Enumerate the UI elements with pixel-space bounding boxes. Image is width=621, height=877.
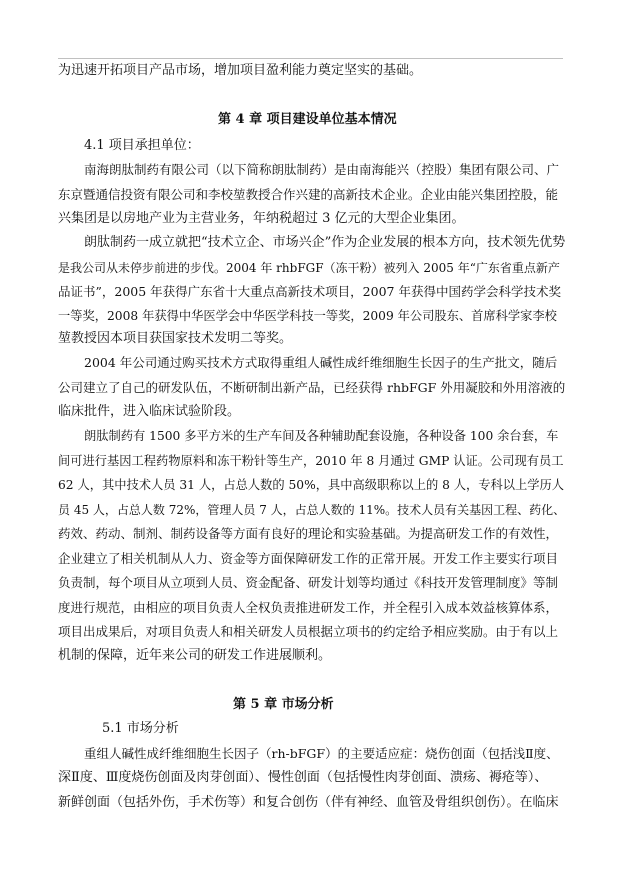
paragraph-line: 度进行规范，由相应的项目负责人全权负责推进研发工作，并全程引入成本效益核算体系， bbox=[58, 600, 559, 615]
paragraph-line: 朗肽制药有 1500 多平方米的生产车间及各种辅助配套设施，各种设备 100 余台套，车 bbox=[84, 429, 559, 443]
paragraph-line: 朗肽制药一成立就把“技术立企、市场兴企”作为企业发展的根本方向，技术领先优势 bbox=[84, 235, 566, 250]
paragraph-line: 临床批件，进入临床试验阶段。 bbox=[58, 404, 241, 419]
paragraph-line: 深Ⅱ度、Ⅲ度烧伤创面及肉芽创面）、慢性创面（包括慢性肉芽创面、溃疡、褥疮等）、 bbox=[58, 770, 548, 785]
section-5-1-heading: 5.1 市场分析 bbox=[102, 721, 179, 736]
paragraph-line: 重组人碱性成纤维细胞生长因子（rh-bFGF）的主要适应症：烧伤创面（包括浅Ⅱ度、 bbox=[84, 746, 559, 761]
paragraph-line: 2004 年公司通过购买技术方式取得重组人碱性成纤维细胞生长因子的生产批文，随后 bbox=[84, 355, 558, 370]
paragraph-line: 南海朗肽制药有限公司（以下简称朗肽制药）是由南海能兴（控股）集团有限公司、广 bbox=[84, 162, 560, 177]
paragraph-line: 62 人，其中技术人员 31 人，占总人数的 50%，具中高级职称以上的 8 人，专科以上学历人 bbox=[58, 478, 565, 492]
paragraph-line: 新鲜创面（包括外伤，手术伤等）和复合创伤（伴有神经、血管及骨组织创伤）。在临床 bbox=[58, 795, 559, 810]
section-4-1-heading: 4.1 项目承担单位： bbox=[84, 138, 200, 153]
paragraph-line: 间可进行基因工程药物原料和冻干粉针等生产，2010 年 8 月通过 GMP 认证。公司现有员工 bbox=[58, 454, 564, 468]
header-divider bbox=[58, 58, 563, 59]
paragraph-line: 负责制，每个项目从立项到人员、资金配备、研发计划等均通过《科技开发管理制度》等制 bbox=[58, 575, 559, 590]
chapter-4-heading: 第 4 章 项目建设单位基本情况 bbox=[218, 112, 397, 127]
paragraph-line: 企业建立了相关机制从人力、资金等方面保障研发工作的正常开展。开发工作主要实行项目 bbox=[58, 551, 559, 566]
paragraph-line: 品证书”，2005 年获得广东省十大重点高新技术项目，2007 年获得中国药学会科学技术奖 bbox=[58, 284, 561, 299]
paragraph-line: 为迅速开拓项目产品市场，增加项目盈利能力奠定坚实的基础。 bbox=[58, 63, 423, 78]
paragraph-line: 东京暨通信投资有限公司和李校堃教授合作兴建的高新技术企业。企业由能兴集团控股，能 bbox=[58, 187, 559, 202]
paragraph-line: 员 45 人，占总人数 72%，管理人员 7 人，占总人数的 11%。技术人员有关基因工程、药化、 bbox=[58, 503, 566, 517]
paragraph-line: 堃教授因本项目获国家技术发明二等奖。 bbox=[58, 331, 293, 346]
chapter-5-heading: 第 5 章 市场分析 bbox=[233, 697, 334, 712]
paragraph-line: 公司建立了自己的研发队伍，不断研制出新产品，已经获得 rhbFGF 外用凝胶和外用溶液的 bbox=[58, 380, 566, 395]
paragraph-line: 一等奖，2008 年获得中华医学会中华医学科技一等奖，2009 年公司股东、首席科学家李校 bbox=[58, 309, 557, 323]
paragraph-line: 是我公司从未停步前进的步伐。2004 年 rhbFGF（冻干粉）被列入 2005 年“广东省重点新产 bbox=[58, 261, 560, 275]
paragraph-line: 兴集团是以房地产业为主营业务，年纳税超过 3 亿元的大型企业集团。 bbox=[58, 211, 465, 226]
paragraph-line: 药效、药动、制剂、制药设备等方面有良好的理论和实验基础。为提高研发工作的有效性， bbox=[58, 526, 559, 541]
paragraph-line: 项目出成果后，对项目负责人和相关研发人员根据立项书的约定给予相应奖励。由于有以上 bbox=[58, 624, 559, 639]
paragraph-line: 机制的保障，近年来公司的研发工作进展顺利。 bbox=[58, 648, 332, 663]
